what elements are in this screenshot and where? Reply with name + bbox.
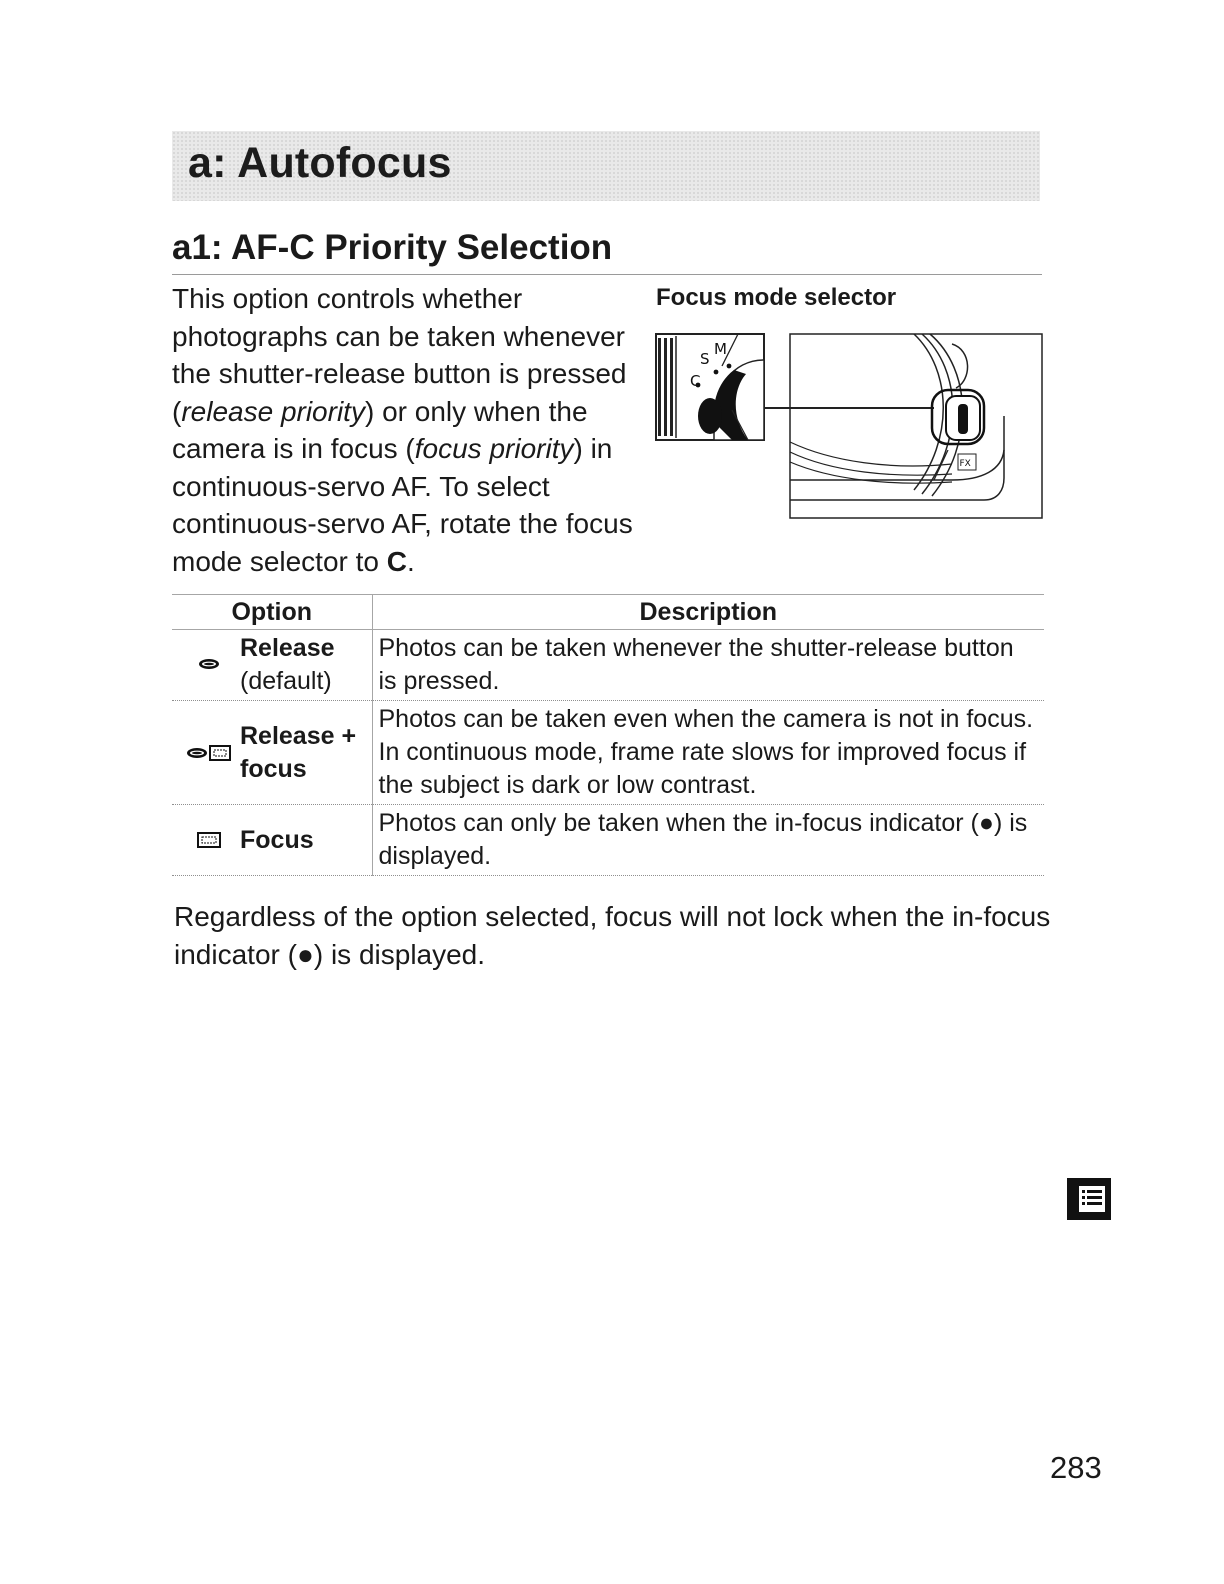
description-cell: Photos can be taken even when the camera is not in focus. In continuous mode, frame rate slows for improved focus if the subject is dark or low contrast. — [372, 701, 1044, 805]
option-cell — [172, 805, 372, 876]
table-row — [172, 805, 1044, 876]
fx-badge: FX — [959, 459, 971, 469]
release-icon — [178, 656, 240, 674]
option-cell — [172, 701, 372, 805]
intro-emphasis-focus: focus priority — [414, 433, 574, 464]
option-column-header: Option — [172, 595, 372, 630]
note-paragraph: Regardless of the option selected, focus will not lock when the in-focus indicator (●) is displayed. — [174, 901, 1051, 970]
option-name: Release + — [240, 721, 357, 750]
intro-text-1: This option controls whether photographs can be taken whenever the shutter-release button is pressed ( — [172, 283, 627, 427]
intro-emphasis-release: release priority — [181, 395, 365, 427]
dial-label-m: M — [714, 340, 727, 358]
subsection-rule — [172, 274, 1042, 275]
option-name: Release — [240, 634, 335, 662]
figure-label: Focus mode selector — [656, 284, 897, 311]
option-detail: (default) — [240, 667, 332, 695]
focus-mode-selector-illustration — [652, 330, 1044, 524]
options-table — [172, 594, 1044, 876]
option-detail: focus — [240, 754, 307, 783]
intro-text-2: ) or only when the camera is in focus ( — [172, 395, 588, 464]
section-title: a: Autofocus — [188, 139, 452, 187]
description-cell: Photos can only be taken when the in-focus indicator (●) is displayed. — [372, 805, 1044, 876]
release-focus-icon — [178, 744, 240, 762]
subsection-title: a1: AF-C Priority Selection — [172, 228, 613, 267]
page-number: 283 — [1050, 1450, 1102, 1485]
intro-paragraph — [172, 280, 642, 580]
continuous-mode-glyph: C — [386, 545, 408, 577]
camera-body-view — [790, 334, 1042, 518]
focus-icon — [178, 831, 240, 849]
option-cell — [172, 630, 372, 701]
table-row — [172, 630, 1044, 701]
option-name: Focus — [240, 825, 314, 854]
description-cell: Photos can be taken whenever the shutter-release button is pressed. — [372, 630, 1044, 701]
dial-label-c: C — [690, 372, 701, 390]
intro-text-end: . — [407, 545, 415, 577]
table-row — [172, 701, 1044, 805]
description-column-header: Description — [372, 595, 1044, 630]
section-header — [172, 131, 1040, 201]
dial-label-s: S — [700, 350, 710, 368]
custom-settings-menu-icon — [1065, 1176, 1113, 1222]
table-header-row — [172, 595, 1044, 630]
dial-closeup-inset — [656, 334, 764, 440]
intro-text-3: ) in continuous-servo AF. To select continuous-servo AF, rotate the focus mode selector to — [172, 433, 633, 577]
